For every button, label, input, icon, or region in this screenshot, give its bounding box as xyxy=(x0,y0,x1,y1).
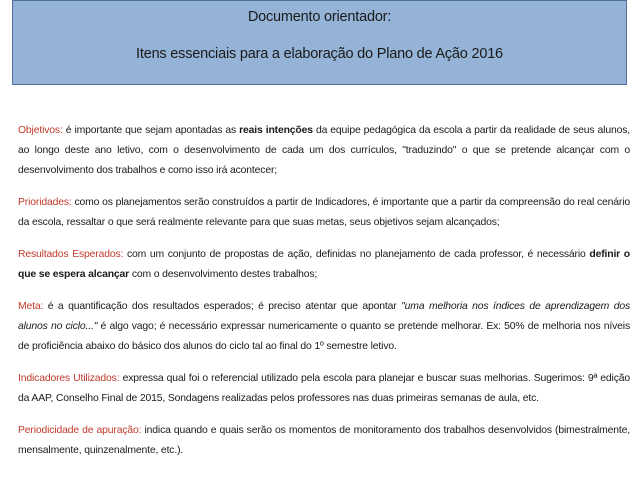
section-text: é importante que sejam apontadas as xyxy=(62,125,240,136)
section-text: expressa qual foi o referencial utilizado pela escola para planejar e buscar suas melhorias. Sugerimos: 9ª edição da AAP, Conselho Final de 2015, Sondagens realizadas pelos professores nas duas primeiras semanas de aula, etc. xyxy=(18,373,630,404)
section-text: com o desenvolvimento destes trabalhos; xyxy=(129,269,318,280)
italic-quote: "uma melhoria nos índices de aprendizagem dos alunos no ciclo..." xyxy=(18,301,630,332)
section-label-meta: Meta: xyxy=(18,301,44,312)
section-label-resultados-esperados: Resultados Esperados: xyxy=(18,249,124,260)
section-periodicidade xyxy=(18,421,630,461)
document-title: Documento orientador: xyxy=(247,9,392,25)
section-resultados-esperados xyxy=(18,245,630,285)
section-text: é a quantificação dos resultados esperados; é preciso atentar que apontar xyxy=(43,301,402,312)
section-meta xyxy=(18,297,630,357)
section-prioridades xyxy=(18,193,630,233)
document-header xyxy=(12,0,627,85)
section-objetivos xyxy=(18,121,630,181)
emphasis-text: definir o que se espera alcançar xyxy=(18,249,630,280)
section-indicadores-utilizados xyxy=(18,369,630,409)
section-text: da equipe pedagógica da escola a partir da realidade de seus alunos, ao longo deste ano letivo, com o desenvolvimento de cada um dos currículos, "traduzindo" o que se pretende alcançar com o desenvolvimento dos trabalhos e como isso irá acontecer; xyxy=(18,125,631,176)
section-text: indica quando e quais serão os momentos de monitoramento dos trabalhos desenvolvidos (bimestralmente, mensalmente, quinzenalmente, etc.). xyxy=(18,425,631,456)
section-label-prioridades: Prioridades: xyxy=(18,197,72,208)
document-body xyxy=(18,121,630,473)
document-subtitle: Itens essenciais para a elaboração do Plano de Ação 2016 xyxy=(136,46,503,62)
section-label-periodicidade: Periodicidade de apuração: xyxy=(18,425,142,436)
emphasis-text: reais intenções xyxy=(239,125,313,136)
section-label-objetivos: Objetivos: xyxy=(18,125,63,136)
section-text: como os planejamentos serão construídos a partir de Indicadores, é importante que a partir da compreensão do real cenário da escola, ressaltar o que será realmente relevante para que suas metas, seus objetivos sejam alcançados; xyxy=(18,197,630,228)
section-text: com um conjunto de propostas de ação, definidas no planejamento de cada professor, é necessário xyxy=(123,249,590,260)
section-text: é algo vago; é necessário expressar numericamente o quanto se pretende melhorar. Ex: 50% de melhoria nos níveis de proficiência abaixo do básico dos alunos do ciclo tal ao final do 1º semestre letivo. xyxy=(18,321,630,352)
section-label-indicadores-utilizados: Indicadores Utilizados: xyxy=(18,373,120,384)
